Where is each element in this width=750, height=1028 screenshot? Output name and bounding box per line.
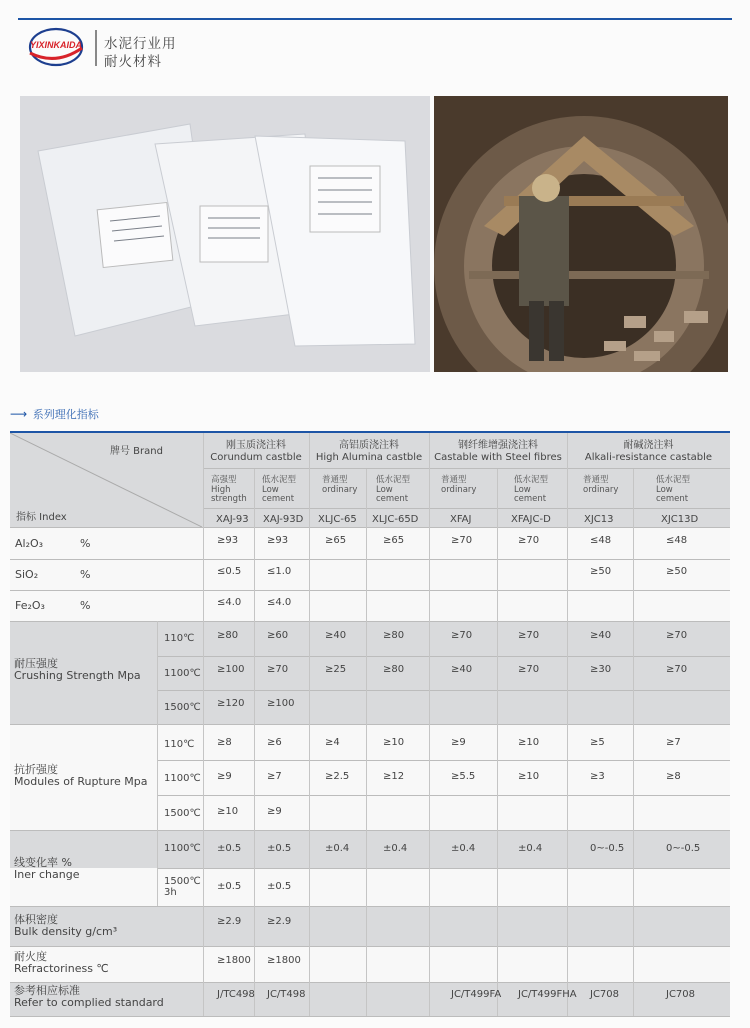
table-cell: ≥70 [666,664,688,675]
row-label-fe2o3: Fe₂O₃ [15,599,45,612]
section-title-label: 系列理化指标 [32,408,99,421]
subtype-7: 普通型 ordinary [583,475,619,495]
table-cell: ≥1800 [267,955,301,966]
group-steel-fibres: 钢纤维增强浇注料 Castable with Steel fibres [434,440,562,463]
iner-change-label: 线变化率 % Iner change [14,856,80,881]
v-rule [633,469,634,1016]
group-alkali: 耐碱浇注料 Alkali-resistance castable [584,440,713,463]
v-rule [497,469,498,1016]
table-cell: ≥70 [666,630,688,641]
v-rule [157,621,158,906]
subtype-2: 低水泥型 Low cement [262,475,297,504]
table-cell: ≤48 [666,535,688,546]
arrow-right-icon: ⟶ [10,407,28,421]
table-cell: ≥70 [518,664,540,675]
h-rule [10,982,730,983]
table-cell: ≥9 [451,737,466,748]
table-cell: ≥2.9 [267,916,292,927]
table-cell: ≥120 [217,698,245,709]
code-8: XJC13D [661,514,699,525]
code-5: XFAJ [450,514,472,525]
table-cell: ≥70 [451,630,473,641]
table-cell: ±0.4 [325,843,350,854]
temp-label: 1500℃ [164,808,201,819]
rupture-label: 抗折强度 Modules of Rupture Mpa [14,763,148,788]
table-cell: ≥93 [267,535,289,546]
table-cell: ≤1.0 [267,566,292,577]
table-cell: ≥7 [666,737,681,748]
row-unit-fe2o3: % [80,599,91,612]
table-cell: ≥6 [267,737,282,748]
header-title-line1: 水泥行业用 [104,36,177,52]
subtype-5: 普通型 ordinary [441,475,477,495]
table-cell: JC/T499FA [451,989,502,1000]
table-cell: ≥40 [590,630,612,641]
table-cell: ≥9 [267,806,282,817]
band-bulk [10,906,730,946]
temp-label: 1100℃ [164,773,201,784]
svg-text:YIXINKAIDA: YIXINKAIDA [29,40,83,50]
temp-label: 1500℃ 3h [164,876,201,898]
group-underline [203,468,730,469]
table-cell: J/TC498 [217,989,255,1000]
subtype-underline [203,508,730,509]
table-cell: JC708 [590,989,620,1000]
v-rule [429,433,430,1016]
h-rule [10,621,730,622]
company-logo [22,26,90,68]
table-cell: ≥2.9 [217,916,242,927]
table-cell: ≥10 [383,737,405,748]
table-cell: ±0.4 [451,843,476,854]
temp-label: 110℃ [164,739,195,750]
table-cell: ≥80 [217,630,239,641]
table-cell: 0~-0.5 [666,843,701,854]
table-cell: JC/T499FHA [518,989,577,1000]
table-cell: ±0.4 [518,843,543,854]
table-cell: ≥80 [383,664,405,675]
table-cell: ≥70 [518,630,540,641]
brand-label: 牌号 Brand [110,446,163,457]
table-cell: ≤4.0 [217,597,242,608]
table-cell: ≥1800 [217,955,251,966]
table-cell: ≥70 [451,535,473,546]
temp-label: 110℃ [164,633,195,644]
table-cell: ≥60 [267,630,289,641]
standard-label: 参考相应标准 Refer to complied standard [14,984,164,1009]
table-cell: ≥40 [451,664,473,675]
top-rule [18,18,732,20]
table-cell: ≥70 [267,664,289,675]
code-3: XLJC-65 [318,514,357,525]
temp-label: 1100℃ [164,668,201,679]
h-rule [10,1016,730,1017]
table-cell: 0~-0.5 [590,843,625,854]
table-cell: ≤0.5 [217,566,242,577]
subtype-1: 高强型 High strength [211,475,247,504]
refractoriness-label: 耐火度 Refractoriness ℃ [14,950,109,975]
logo-divider [95,30,97,66]
code-6: XFAJC-D [511,514,551,525]
temp-label: 1500℃ [164,702,201,713]
table-cell: ≥4 [325,737,340,748]
table-cell: ≥50 [590,566,612,577]
v-rule [366,469,367,1016]
table-cell: ±0.5 [217,881,242,892]
table-cell: ≥5 [590,737,605,748]
h-rule [10,906,730,907]
crushing-strength-label: 耐压强度 Crushing Strength Mpa [14,657,141,682]
table-cell: ≥5.5 [451,771,476,782]
table-cell: ±0.5 [217,843,242,854]
bulk-density-label: 体积密度 Bulk density g/cm³ [14,913,118,938]
table-cell: ±0.4 [383,843,408,854]
table-cell: ≥70 [518,535,540,546]
code-2: XAJ-93D [263,514,304,525]
subtype-6: 低水泥型 Low cement [514,475,549,504]
section-title [10,406,99,422]
table-cell: ≥65 [383,535,405,546]
group-corundum: 刚玉质浇注料 Corundum castble [210,440,302,463]
table-cell: ≥25 [325,664,347,675]
table-cell: ≥100 [267,698,295,709]
table-cell: ±0.5 [267,843,292,854]
table-cell: ≥50 [666,566,688,577]
table-cell: ≥3 [590,771,605,782]
table-cell: ≥80 [383,630,405,641]
table-cell: ≥8 [217,737,232,748]
h-rule [10,946,730,947]
table-cell: ≥65 [325,535,347,546]
h-rule [157,760,730,761]
band-refr [10,946,730,982]
table-cell: ≥10 [518,737,540,748]
index-label: 指标 Index [16,512,67,523]
v-rule [203,433,204,1016]
subtype-3: 普通型 ordinary [322,475,358,495]
h-rule [157,795,730,796]
h-rule [10,590,730,591]
v-rule [567,433,568,1016]
code-4: XLJC-65D [372,514,419,525]
h-rule [157,656,730,657]
table-cell: ≥10 [518,771,540,782]
h-rule [10,527,730,528]
table-cell: ≥9 [217,771,232,782]
band-chemistry [10,527,730,621]
table-cell: ≥2.5 [325,771,350,782]
h-rule [10,559,730,560]
temp-label: 1100℃ [164,843,201,854]
subtype-8: 低水泥型 Low cement [656,475,691,504]
kiln-construction-photo [434,96,728,372]
h-rule [10,830,730,831]
v-rule [309,433,310,1016]
row-unit-al2o3: % [80,537,91,550]
group-high-alumina: 高铝质浇注料 High Alumina castble [315,440,423,463]
table-cell: ≥40 [325,630,347,641]
table-cell: ≥10 [217,806,239,817]
v-rule [254,469,255,1016]
table-cell: JC/T498 [267,989,306,1000]
table-cell: ≥100 [217,664,245,675]
table-cell: ≥7 [267,771,282,782]
table-cell: ≥30 [590,664,612,675]
code-7: XJC13 [584,514,614,525]
table-cell: ≥12 [383,771,405,782]
table-cell: ≥93 [217,535,239,546]
row-label-sio2: SiO₂ [15,568,39,581]
table-cell: ±0.5 [267,881,292,892]
header-title-line2: 耐火材料 [104,54,162,70]
product-bags-photo [20,96,430,372]
h-rule [157,690,730,691]
band-iner-2 [10,868,730,906]
row-label-al2o3: Al₂O₃ [15,537,44,550]
h-rule [10,724,730,725]
subtype-4: 低水泥型 Low cement [376,475,411,504]
table-cell: JC708 [666,989,696,1000]
table-cell: ≤4.0 [267,597,292,608]
row-unit-sio2: % [80,568,91,581]
code-1: XAJ-93 [216,514,249,525]
table-cell: ≤48 [590,535,612,546]
table-cell: ≥8 [666,771,681,782]
h-rule [157,868,730,869]
